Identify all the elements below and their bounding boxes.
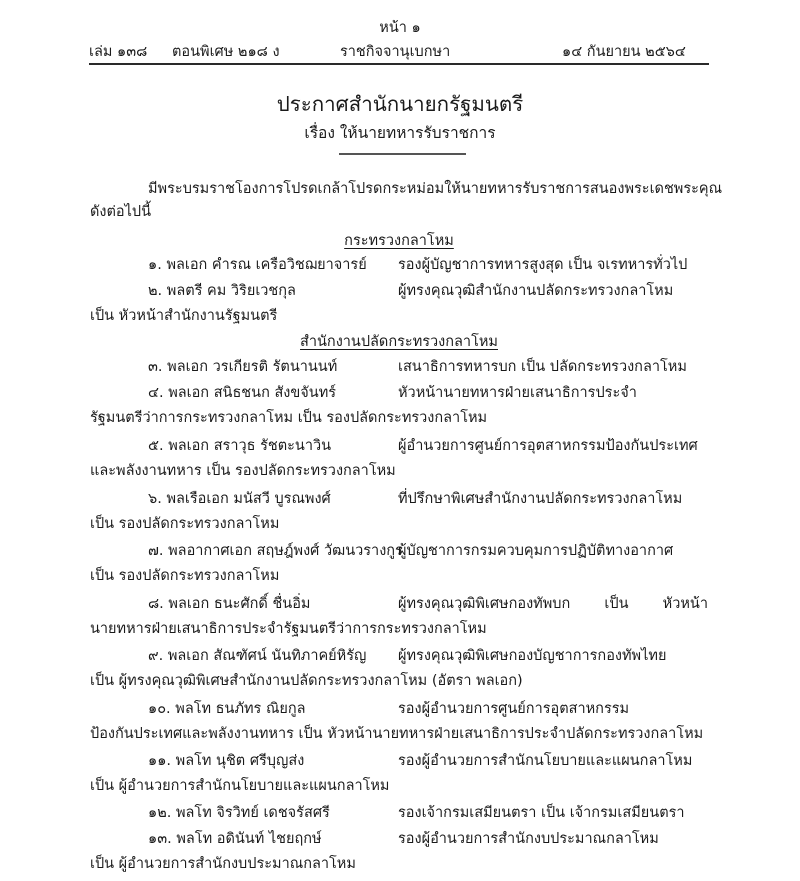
item-number: ๑๐. พลโท ธนภัทร ณิยกูล [148, 701, 306, 717]
item-position: เสนาธิการทหารบก เป็น ปลัดกระทรวงกลาโหม [398, 359, 687, 375]
item-position: รองผู้อำนวยการศูนย์การอุตสาหกรรม [398, 701, 630, 717]
item-position: ที่ปรึกษาพิเศษสำนักงานปลัดกระทรวงกลาโหม [398, 491, 683, 507]
item-number: ๕. พลเอก สราวุธ รัชตะนาวิน [148, 438, 332, 454]
appointment-item [148, 749, 708, 771]
item-number: ๘. พลเอก ธนะศักดิ์ ชื่นอิ่ม [148, 596, 311, 612]
item-continuation: รัฐมนตรีว่าการกระทรวงกลาโหม เป็น รองปลัดกระทรวงกลาโหม [90, 410, 488, 426]
item-number: ๑. พลเอก คำรณ เครือวิชฌยาจารย์ [148, 257, 367, 273]
appointment-item [148, 697, 708, 719]
item-number: ๖. พลเรือเอก มนัสวี บูรณพงศ์ [148, 491, 331, 507]
item-continuation: เป็น ผู้อำนวยการสำนักงบประมาณกลาโหม [90, 856, 356, 872]
publication-date: ๑๔ กันยายน ๒๕๖๔ [562, 44, 686, 60]
item-number: ๔. พลเอก สนิธชนก สังขจันทร์ [148, 385, 337, 401]
item-position: รองผู้บัญชาการทหารสูงสุด เป็น จเรทหารทั่วไป [398, 257, 688, 273]
item-continuation: ป้องกันประเทศและพลังงานทหาร เป็น หัวหน้านายทหารฝ่ายเสนาธิการประจำปลัดกระทรวงกลาโหม [90, 726, 704, 742]
document-title: ประกาศสำนักนายกรัฐมนตรี [276, 92, 524, 116]
appointment-item [148, 801, 708, 823]
appointment-item [148, 355, 708, 377]
item-number: ๑๑. พลโท นุชิต ศรีบุญส่ง [148, 753, 305, 769]
issue-number: ตอนพิเศษ ๒๑๘ ง [172, 44, 280, 60]
item-continuation: เป็น ผู้ทรงคุณวุฒิพิเศษสำนักงานปลัดกระทรวงกลาโหม (อัตรา พลเอก) [90, 673, 523, 689]
item-position: ผู้ทรงคุณวุฒิพิเศษกองบัญชาการกองทัพไทย [398, 648, 667, 664]
appointment-item [148, 381, 708, 403]
appointment-item [148, 592, 708, 614]
item-position: รองผู้อำนวยการสำนักนโยบายและแผนกลาโหม [398, 753, 693, 769]
appointment-item [148, 253, 708, 275]
section-heading-text: กระทรวงกลาโหม [344, 233, 454, 249]
item-position: หัวหน้านายทหารฝ่ายเสนาธิการประจำ [398, 385, 637, 401]
item-continuation: เป็น หัวหน้าสำนักงานรัฐมนตรี [90, 308, 278, 324]
item-number: ๑๒. พลโท จิรวิทย์ เดชจรัสศรี [148, 805, 330, 821]
appointment-item [148, 827, 708, 849]
item-number: ๒. พลตรี คม วิริยเวชกุล [148, 283, 296, 299]
section-heading-permanent-secretary [90, 330, 708, 353]
volume-number: เล่ม ๑๓๘ [89, 44, 148, 60]
document-subject: เรื่อง ให้นายทหารรับราชการ [304, 124, 496, 142]
section-heading-ministry [90, 229, 708, 252]
item-position: รองผู้อำนวยการสำนักงบประมาณกลาโหม [398, 831, 659, 847]
item-number: ๓. พลเอก วรเกียรติ รัตนานนท์ [148, 359, 338, 375]
appointment-item [148, 539, 708, 561]
intro-line-1: มีพระบรมราชโองการโปรดเกล้าโปรดกระหม่อมให้นายทหารรับราชการสนองพระเดชพระคุณ [148, 181, 723, 197]
item-continuation: เป็น รองปลัดกระทรวงกลาโหม [90, 516, 280, 532]
publication-name: ราชกิจจานุเบกษา [340, 44, 451, 60]
section-heading-text: สำนักงานปลัดกระทรวงกลาโหม [300, 334, 498, 350]
item-continuation: เป็น ผู้อำนวยการสำนักนโยบายและแผนกลาโหม [90, 778, 390, 794]
intro-line-2: ดังต่อไปนี้ [90, 204, 152, 220]
item-continuation: นายทหารฝ่ายเสนาธิการประจำรัฐมนตรีว่าการกระทรวงกลาโหม [90, 621, 487, 637]
item-position: ผู้อำนวยการศูนย์การอุตสาหกรรมป้องกันประเทศ [398, 438, 698, 454]
item-number: ๙. พลเอก สัณฑัศน์ นันทิภาคย์หิรัญ [148, 648, 367, 664]
title-divider [339, 153, 466, 155]
item-number: ๑๓. พลโท อดินันท์ ไชยฤกษ์ [148, 831, 322, 847]
page-number: หน้า ๑ [379, 20, 421, 36]
item-position: ผู้ทรงคุณวุฒิพิเศษกองทัพบก เป็น หัวหน้า [398, 596, 708, 612]
appointment-item [148, 434, 708, 456]
appointment-item [148, 279, 708, 301]
item-position: รองเจ้ากรมเสมียนตรา เป็น เจ้ากรมเสมียนตรา [398, 805, 685, 821]
item-position: ผู้บัญชาการกรมควบคุมการปฏิบัติทางอากาศ [398, 543, 674, 559]
item-position: ผู้ทรงคุณวุฒิสำนักงานปลัดกระทรวงกลาโหม [398, 283, 674, 299]
header-divider [89, 63, 709, 65]
item-number: ๗. พลอากาศเอก สฤษฎ์พงศ์ วัฒนวรางกูร [148, 543, 403, 559]
item-continuation: และพลังงานทหาร เป็น รองปลัดกระทรวงกลาโหม [90, 463, 396, 479]
appointment-item [148, 487, 708, 509]
appointment-item [148, 644, 708, 666]
item-continuation: เป็น รองปลัดกระทรวงกลาโหม [90, 568, 280, 584]
